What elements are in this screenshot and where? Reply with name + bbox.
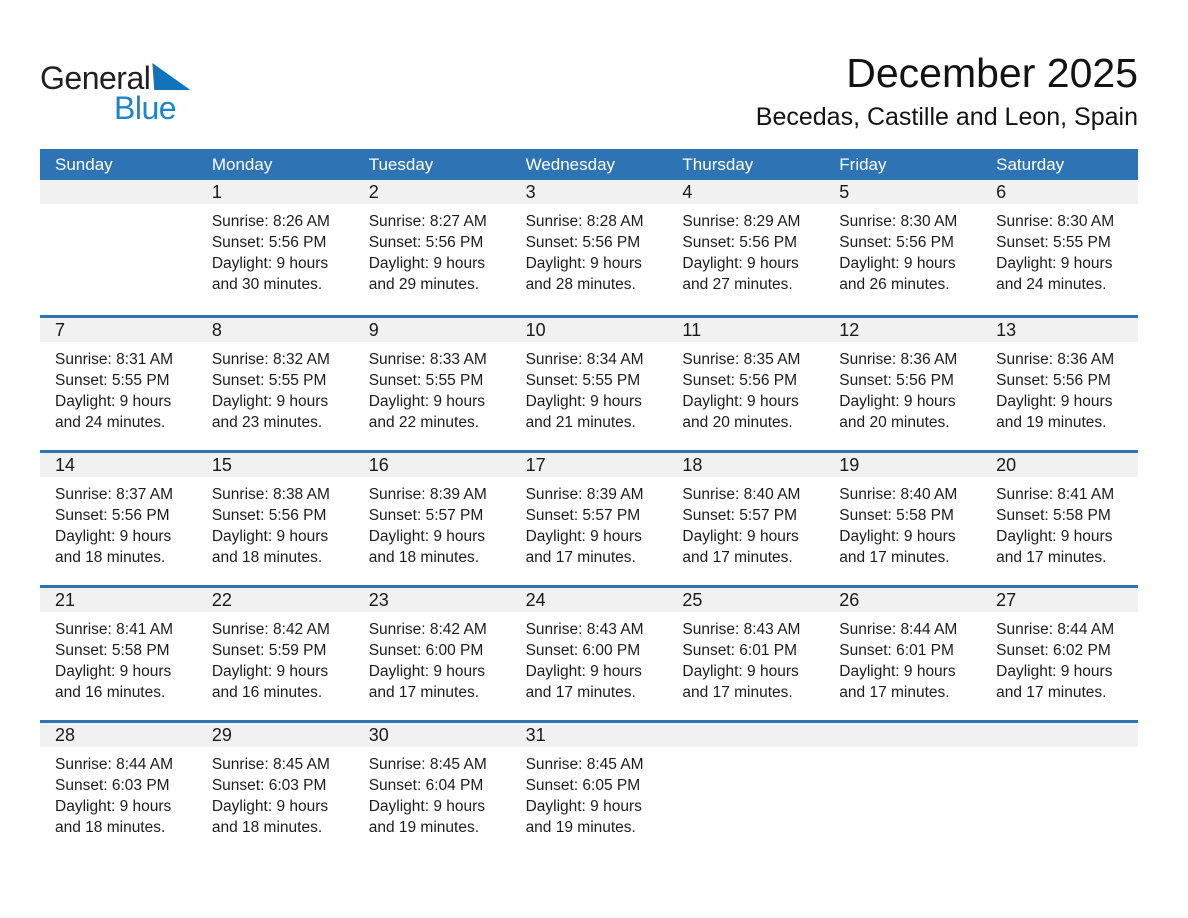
daylight1-text: Daylight: 9 hours bbox=[368, 393, 486, 411]
day-number: 27 bbox=[981, 588, 1138, 612]
sunset-text: Sunset: 5:56 PM bbox=[525, 234, 641, 252]
day-cell bbox=[824, 588, 981, 720]
daylight1-text: Daylight: 9 hours bbox=[211, 663, 329, 681]
sunset-text: Sunset: 5:56 PM bbox=[211, 234, 327, 252]
sunset-text: Sunset: 5:57 PM bbox=[682, 507, 798, 525]
daylight1-text: Daylight: 9 hours bbox=[525, 663, 642, 681]
logo-text-general: General bbox=[40, 60, 151, 96]
day-number: 9 bbox=[354, 318, 511, 342]
daylight2-text: and 17 minutes. bbox=[525, 549, 636, 567]
week-row bbox=[40, 315, 1138, 450]
sunset-text: Sunset: 5:58 PM bbox=[996, 507, 1111, 525]
day-info bbox=[824, 477, 981, 568]
day-cell bbox=[511, 588, 668, 720]
weekday-label: Friday bbox=[839, 154, 887, 174]
sunrise-text: Sunrise: 8:34 AM bbox=[525, 351, 644, 369]
sunset-text: Sunset: 5:59 PM bbox=[211, 642, 327, 660]
day-cell bbox=[197, 453, 354, 585]
sunrise-text: Sunrise: 8:45 AM bbox=[525, 756, 644, 774]
sunset-text: Sunset: 5:56 PM bbox=[839, 234, 954, 252]
sunrise-text: Sunrise: 8:42 AM bbox=[368, 621, 487, 639]
sunrise-text: Sunrise: 8:39 AM bbox=[525, 486, 644, 504]
daylight1-text: Daylight: 9 hours bbox=[525, 393, 642, 411]
sunrise-text: Sunrise: 8:44 AM bbox=[996, 621, 1115, 639]
day-cell bbox=[197, 180, 354, 315]
daylight1-text: Daylight: 9 hours bbox=[211, 528, 329, 546]
day-cell bbox=[354, 318, 511, 450]
daylight1-text: Daylight: 9 hours bbox=[839, 528, 956, 546]
weekday-label: Saturday bbox=[996, 154, 1065, 174]
week-row bbox=[40, 585, 1138, 720]
day-cell bbox=[667, 453, 824, 585]
sunrise-text: Sunrise: 8:45 AM bbox=[368, 756, 487, 774]
day-number: 19 bbox=[824, 453, 981, 477]
day-cell bbox=[667, 180, 824, 315]
day-info bbox=[511, 747, 668, 838]
day-number: 4 bbox=[667, 180, 824, 204]
day-info bbox=[824, 342, 981, 433]
day-cell bbox=[981, 453, 1138, 585]
sunrise-text: Sunrise: 8:41 AM bbox=[55, 621, 174, 639]
day-info bbox=[354, 747, 511, 838]
day-cell bbox=[667, 318, 824, 450]
day-cell bbox=[824, 453, 981, 585]
day-number: 1 bbox=[197, 180, 354, 204]
day-number: 11 bbox=[667, 318, 824, 342]
day-number: 5 bbox=[824, 180, 981, 204]
calendar-weeks bbox=[40, 180, 1138, 855]
daylight2-text: and 20 minutes. bbox=[839, 414, 950, 432]
daylight1-text: Daylight: 9 hours bbox=[368, 663, 486, 681]
day-cell bbox=[981, 180, 1138, 315]
day-info bbox=[197, 612, 354, 703]
sunrise-text: Sunrise: 8:40 AM bbox=[682, 486, 801, 504]
sunset-text: Sunset: 5:55 PM bbox=[368, 372, 484, 390]
day-info bbox=[824, 612, 981, 703]
sunset-text: Sunset: 5:55 PM bbox=[55, 372, 170, 390]
weekday-label: Tuesday bbox=[368, 154, 434, 174]
empty-day-cell bbox=[40, 180, 197, 315]
sunset-text: Sunset: 5:55 PM bbox=[996, 234, 1111, 252]
daylight2-text: and 24 minutes. bbox=[55, 414, 166, 432]
day-number bbox=[667, 723, 824, 747]
daylight1-text: Daylight: 9 hours bbox=[368, 798, 486, 816]
daylight2-text: and 30 minutes. bbox=[211, 276, 323, 294]
day-number: 8 bbox=[197, 318, 354, 342]
day-info bbox=[511, 342, 668, 433]
day-info bbox=[511, 612, 668, 703]
daylight2-text: and 19 minutes. bbox=[368, 819, 479, 837]
daylight1-text: Daylight: 9 hours bbox=[682, 663, 799, 681]
sunrise-text: Sunrise: 8:37 AM bbox=[55, 486, 174, 504]
day-info bbox=[197, 477, 354, 568]
day-info bbox=[981, 342, 1138, 433]
day-info bbox=[511, 477, 668, 568]
daylight1-text: Daylight: 9 hours bbox=[682, 528, 799, 546]
daylight1-text: Daylight: 9 hours bbox=[211, 255, 329, 273]
daylight2-text: and 27 minutes. bbox=[682, 276, 793, 294]
sunrise-text: Sunrise: 8:35 AM bbox=[682, 351, 801, 369]
daylight2-text: and 18 minutes. bbox=[55, 549, 166, 567]
page-subtitle: Becedas, Castille and Leon, Spain bbox=[755, 103, 1138, 132]
sunrise-text: Sunrise: 8:44 AM bbox=[55, 756, 174, 774]
daylight1-text: Daylight: 9 hours bbox=[525, 255, 642, 273]
daylight2-text: and 17 minutes. bbox=[525, 684, 636, 702]
daylight1-text: Daylight: 9 hours bbox=[525, 798, 642, 816]
sunrise-text: Sunrise: 8:33 AM bbox=[368, 351, 487, 369]
day-cell bbox=[354, 588, 511, 720]
day-number: 23 bbox=[354, 588, 511, 612]
day-number: 7 bbox=[40, 318, 197, 342]
day-number: 24 bbox=[511, 588, 668, 612]
day-cell bbox=[354, 453, 511, 585]
daylight2-text: and 18 minutes. bbox=[211, 819, 323, 837]
sunset-text: Sunset: 5:57 PM bbox=[525, 507, 641, 525]
day-number: 6 bbox=[981, 180, 1138, 204]
day-number: 30 bbox=[354, 723, 511, 747]
day-info bbox=[981, 204, 1138, 295]
sunset-text: Sunset: 5:56 PM bbox=[996, 372, 1111, 390]
daylight2-text: and 17 minutes. bbox=[682, 549, 793, 567]
day-number bbox=[824, 723, 981, 747]
daylight1-text: Daylight: 9 hours bbox=[55, 798, 172, 816]
daylight2-text: and 17 minutes. bbox=[682, 684, 793, 702]
sunset-text: Sunset: 6:02 PM bbox=[996, 642, 1111, 660]
sunrise-text: Sunrise: 8:43 AM bbox=[682, 621, 801, 639]
sunrise-text: Sunrise: 8:43 AM bbox=[525, 621, 644, 639]
title-block bbox=[756, 50, 1138, 132]
daylight2-text: and 18 minutes. bbox=[368, 549, 479, 567]
sunset-text: Sunset: 6:00 PM bbox=[368, 642, 484, 660]
empty-day-cell bbox=[824, 723, 981, 855]
day-number: 29 bbox=[197, 723, 354, 747]
daylight1-text: Daylight: 9 hours bbox=[839, 663, 956, 681]
daylight1-text: Daylight: 9 hours bbox=[996, 528, 1113, 546]
sunset-text: Sunset: 6:01 PM bbox=[839, 642, 954, 660]
daylight2-text: and 17 minutes. bbox=[368, 684, 479, 702]
day-info bbox=[354, 342, 511, 433]
day-cell bbox=[354, 723, 511, 855]
day-info bbox=[40, 342, 197, 433]
daylight2-text: and 17 minutes. bbox=[996, 549, 1107, 567]
daylight1-text: Daylight: 9 hours bbox=[682, 255, 799, 273]
day-info bbox=[667, 612, 824, 703]
day-info bbox=[197, 342, 354, 433]
daylight1-text: Daylight: 9 hours bbox=[368, 255, 486, 273]
day-info bbox=[197, 747, 354, 838]
day-info bbox=[354, 204, 511, 295]
daylight2-text: and 17 minutes. bbox=[996, 684, 1107, 702]
daylight1-text: Daylight: 9 hours bbox=[996, 393, 1113, 411]
sunset-text: Sunset: 5:56 PM bbox=[211, 507, 327, 525]
day-cell bbox=[981, 318, 1138, 450]
daylight2-text: and 18 minutes. bbox=[211, 549, 323, 567]
day-info bbox=[40, 612, 197, 703]
day-cell bbox=[40, 453, 197, 585]
day-number: 14 bbox=[40, 453, 197, 477]
day-number: 21 bbox=[40, 588, 197, 612]
day-cell bbox=[40, 588, 197, 720]
sunset-text: Sunset: 6:04 PM bbox=[368, 777, 484, 795]
sunset-text: Sunset: 5:58 PM bbox=[55, 642, 170, 660]
general-blue-logo bbox=[40, 62, 190, 124]
sunrise-text: Sunrise: 8:31 AM bbox=[55, 351, 174, 369]
day-info bbox=[197, 204, 354, 295]
day-number: 15 bbox=[197, 453, 354, 477]
weekday-row bbox=[40, 149, 1138, 180]
day-number: 16 bbox=[354, 453, 511, 477]
weekday-label: Thursday bbox=[682, 154, 754, 174]
page-title: December 2025 bbox=[846, 50, 1138, 96]
sunset-text: Sunset: 5:58 PM bbox=[839, 507, 954, 525]
daylight2-text: and 17 minutes. bbox=[839, 684, 950, 702]
week-row bbox=[40, 180, 1138, 315]
sunrise-text: Sunrise: 8:36 AM bbox=[839, 351, 958, 369]
sunrise-text: Sunrise: 8:39 AM bbox=[368, 486, 487, 504]
day-cell bbox=[511, 318, 668, 450]
page-header bbox=[40, 50, 1138, 132]
daylight1-text: Daylight: 9 hours bbox=[682, 393, 799, 411]
day-info bbox=[40, 477, 197, 568]
daylight2-text: and 19 minutes. bbox=[525, 819, 636, 837]
day-number: 12 bbox=[824, 318, 981, 342]
sunrise-text: Sunrise: 8:28 AM bbox=[525, 213, 644, 231]
day-number: 22 bbox=[197, 588, 354, 612]
sunset-text: Sunset: 6:03 PM bbox=[55, 777, 170, 795]
day-info bbox=[667, 477, 824, 568]
daylight2-text: and 29 minutes. bbox=[368, 276, 479, 294]
day-info bbox=[354, 477, 511, 568]
day-info bbox=[511, 204, 668, 295]
week-row bbox=[40, 450, 1138, 585]
day-cell bbox=[824, 318, 981, 450]
daylight1-text: Daylight: 9 hours bbox=[368, 528, 486, 546]
day-number: 25 bbox=[667, 588, 824, 612]
weekday-label: Wednesday bbox=[525, 154, 616, 174]
sunrise-text: Sunrise: 8:41 AM bbox=[996, 486, 1115, 504]
day-info bbox=[667, 342, 824, 433]
day-info bbox=[667, 204, 824, 295]
day-info bbox=[981, 612, 1138, 703]
daylight2-text: and 17 minutes. bbox=[839, 549, 950, 567]
day-info bbox=[40, 747, 197, 838]
sunrise-text: Sunrise: 8:42 AM bbox=[211, 621, 330, 639]
sunset-text: Sunset: 5:57 PM bbox=[368, 507, 484, 525]
day-number: 18 bbox=[667, 453, 824, 477]
daylight2-text: and 19 minutes. bbox=[996, 414, 1107, 432]
day-cell bbox=[824, 180, 981, 315]
sunrise-text: Sunrise: 8:36 AM bbox=[996, 351, 1115, 369]
logo-triangle-icon bbox=[152, 63, 190, 90]
day-cell bbox=[981, 588, 1138, 720]
sunset-text: Sunset: 6:05 PM bbox=[525, 777, 641, 795]
day-cell bbox=[197, 723, 354, 855]
sunrise-text: Sunrise: 8:32 AM bbox=[211, 351, 330, 369]
day-cell bbox=[40, 723, 197, 855]
calendar-table bbox=[40, 149, 1138, 855]
daylight2-text: and 26 minutes. bbox=[839, 276, 950, 294]
weekday-label: Monday bbox=[211, 154, 273, 174]
day-number: 28 bbox=[40, 723, 197, 747]
logo-text-blue: Blue bbox=[114, 90, 177, 126]
daylight1-text: Daylight: 9 hours bbox=[996, 255, 1113, 273]
day-number: 2 bbox=[354, 180, 511, 204]
sunrise-text: Sunrise: 8:45 AM bbox=[211, 756, 330, 774]
day-cell bbox=[197, 588, 354, 720]
day-cell bbox=[197, 318, 354, 450]
sunset-text: Sunset: 5:56 PM bbox=[55, 507, 170, 525]
day-number: 3 bbox=[511, 180, 668, 204]
day-cell bbox=[354, 180, 511, 315]
daylight1-text: Daylight: 9 hours bbox=[525, 528, 642, 546]
sunset-text: Sunset: 5:56 PM bbox=[682, 234, 798, 252]
sunset-text: Sunset: 5:55 PM bbox=[211, 372, 327, 390]
sunrise-text: Sunrise: 8:26 AM bbox=[211, 213, 330, 231]
weekday-label: Sunday bbox=[55, 154, 113, 174]
day-cell bbox=[667, 588, 824, 720]
daylight1-text: Daylight: 9 hours bbox=[55, 663, 172, 681]
sunrise-text: Sunrise: 8:30 AM bbox=[839, 213, 958, 231]
daylight2-text: and 28 minutes. bbox=[525, 276, 636, 294]
daylight1-text: Daylight: 9 hours bbox=[996, 663, 1113, 681]
daylight2-text: and 24 minutes. bbox=[996, 276, 1107, 294]
sunset-text: Sunset: 5:55 PM bbox=[525, 372, 641, 390]
daylight1-text: Daylight: 9 hours bbox=[55, 528, 172, 546]
daylight2-text: and 23 minutes. bbox=[211, 414, 323, 432]
sunset-text: Sunset: 5:56 PM bbox=[368, 234, 484, 252]
daylight1-text: Daylight: 9 hours bbox=[839, 393, 956, 411]
daylight2-text: and 18 minutes. bbox=[55, 819, 166, 837]
empty-day-cell bbox=[981, 723, 1138, 855]
daylight2-text: and 16 minutes. bbox=[211, 684, 323, 702]
daylight2-text: and 20 minutes. bbox=[682, 414, 793, 432]
day-number: 20 bbox=[981, 453, 1138, 477]
day-number: 31 bbox=[511, 723, 668, 747]
day-number: 10 bbox=[511, 318, 668, 342]
day-cell bbox=[511, 723, 668, 855]
daylight2-text: and 21 minutes. bbox=[525, 414, 636, 432]
daylight2-text: and 22 minutes. bbox=[368, 414, 479, 432]
sunrise-text: Sunrise: 8:44 AM bbox=[839, 621, 958, 639]
sunset-text: Sunset: 5:56 PM bbox=[682, 372, 798, 390]
sunrise-text: Sunrise: 8:27 AM bbox=[368, 213, 487, 231]
sunrise-text: Sunrise: 8:30 AM bbox=[996, 213, 1115, 231]
sunset-text: Sunset: 6:03 PM bbox=[211, 777, 327, 795]
daylight1-text: Daylight: 9 hours bbox=[839, 255, 956, 273]
day-number: 26 bbox=[824, 588, 981, 612]
day-info bbox=[981, 477, 1138, 568]
sunset-text: Sunset: 5:56 PM bbox=[839, 372, 954, 390]
sunrise-text: Sunrise: 8:40 AM bbox=[839, 486, 958, 504]
day-number bbox=[981, 723, 1138, 747]
day-number bbox=[40, 180, 197, 204]
daylight2-text: and 16 minutes. bbox=[55, 684, 166, 702]
daylight1-text: Daylight: 9 hours bbox=[55, 393, 172, 411]
empty-day-cell bbox=[667, 723, 824, 855]
day-cell bbox=[511, 453, 668, 585]
daylight1-text: Daylight: 9 hours bbox=[211, 798, 329, 816]
day-cell bbox=[511, 180, 668, 315]
week-row bbox=[40, 720, 1138, 855]
sunset-text: Sunset: 6:00 PM bbox=[525, 642, 641, 660]
day-number: 17 bbox=[511, 453, 668, 477]
day-info bbox=[824, 204, 981, 295]
daylight1-text: Daylight: 9 hours bbox=[211, 393, 329, 411]
sunrise-text: Sunrise: 8:38 AM bbox=[211, 486, 330, 504]
day-info bbox=[354, 612, 511, 703]
day-cell bbox=[40, 318, 197, 450]
sunrise-text: Sunrise: 8:29 AM bbox=[682, 213, 801, 231]
sunset-text: Sunset: 6:01 PM bbox=[682, 642, 798, 660]
day-number: 13 bbox=[981, 318, 1138, 342]
